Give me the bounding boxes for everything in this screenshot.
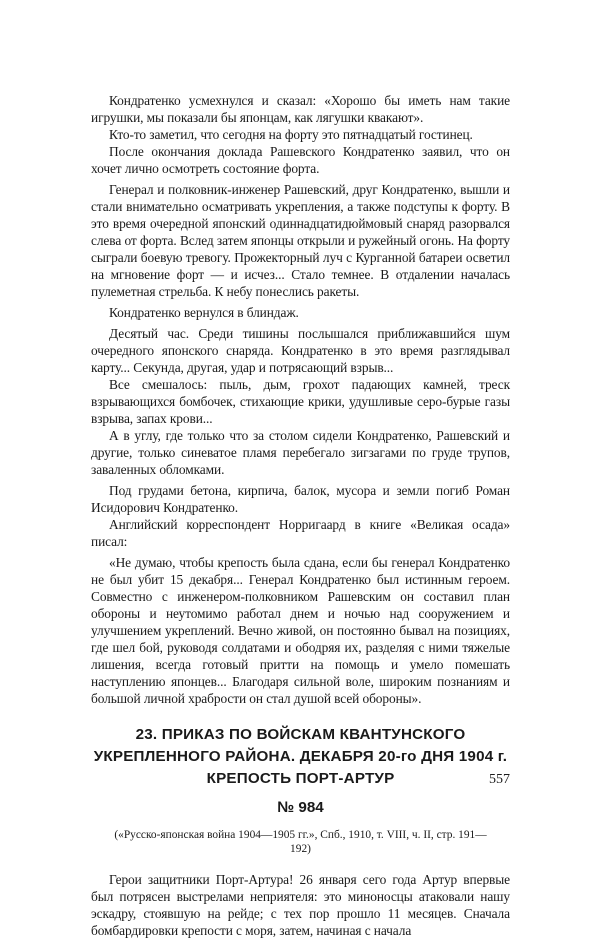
paragraph: После окончания доклада Рашевского Кондратенко заявил, что он хочет лично осмотреть состояние форта.: [91, 144, 510, 176]
page-content: [91, 92, 510, 939]
paragraph: Кто-то заметил, что сегодня на форту это пятнадцатый гостинец.: [109, 127, 473, 142]
paragraph: Десятый час. Среди тишины послышался приближавшийся шум очередного японского снаряда. Кондратенко в это время разглядывал карту... Секунда, другая, удар и потрясающий взрыв...: [91, 326, 510, 375]
page-number: 557: [489, 772, 510, 787]
paragraph: Герои защитники Порт-Артура! 26 января сего года Артур впервые был потрясен выстрелами неприятеля: это миноносцы атаковали нашу эскадру, стоявшую на рейде; с тех пор прошло 11 месяцев. Сначала бомбардировки крепости с моря, затем, начиная с начала: [91, 872, 510, 938]
paragraph: Кондратенко усмехнулся и сказал: «Хорошо бы иметь нам такие игрушки, мы показали бы японцам, как лягушки квакают».: [91, 93, 510, 125]
quote-paragraph: «Не думаю, чтобы крепость была сдана, если бы генерал Кондратенко не был убит 15 декабря... Генерал Кондратенко был истинным героем. Совместно с инженером-полковником Рашевским он составил план обороны и неутомимо работал днем и ночью над сооружением и улучшением укреплений. Вечно живой, он постоянно бывал на позициях, где шел бой, руководя солдатами и ободряя их, разделяя с ними тяжелые лишения, всегда готовый притти на помощь и умело помешать наступлению японцев... Благодаря сильной воле, широким познаниям и большой личной храбрости он стал душой всей обороны».: [91, 555, 510, 706]
paragraph: Под грудами бетона, кирпича, балок, мусора и земли погиб Роман Исидорович Кондратенко.: [91, 483, 510, 515]
paragraph: А в углу, где только что за столом сидели Кондратенко, Рашевский и другие, только синеватое пламя перебегало зигзагами по груде трупов, заваленных обломками.: [91, 428, 510, 477]
document-number: № 984: [277, 799, 324, 816]
source-citation: («Русско-японская война 1904—1905 гг.», Спб., 1910, т. VIII, ч. II, стр. 191—192): [114, 829, 487, 855]
paragraph: Все смешалось: пыль, дым, грохот падающих камней, треск взрывающихся бомбочек, стихающие крики, удушливые серо-бурые газы взрыва, запах крови...: [91, 377, 510, 426]
paragraph: Английский корреспондент Норригаард в книге «Великая осада» писал:: [91, 517, 510, 549]
section-title: 23. ПРИКАЗ ПО ВОЙСКАМ КВАНТУНСКОГО УКРЕПЛЕННОГО РАЙОНА. ДЕКАБРЯ 20-го ДНЯ 1904 г. КРЕПОСТЬ ПОРТ-АРТУР: [93, 726, 508, 787]
paragraph: Кондратенко вернулся в блиндаж.: [109, 305, 299, 320]
paragraph: Генерал и полковник-инженер Рашевский, друг Кондратенко, вышли и стали внимательно осматривать укрепления, а также подступы к форту. В это время очередной японский одиннадцатидюймовый снаряд разорвался слева от форта. Вслед затем японцы открыли и ружейный огонь. На форту сыграли боевую тревогу. Прожекторный луч с Курганной батареи осветил на мгновение форт — и исчез... Стало темнее. В отдалении началась пулеметная стрельба. К небу понеслись ракеты.: [91, 182, 510, 299]
